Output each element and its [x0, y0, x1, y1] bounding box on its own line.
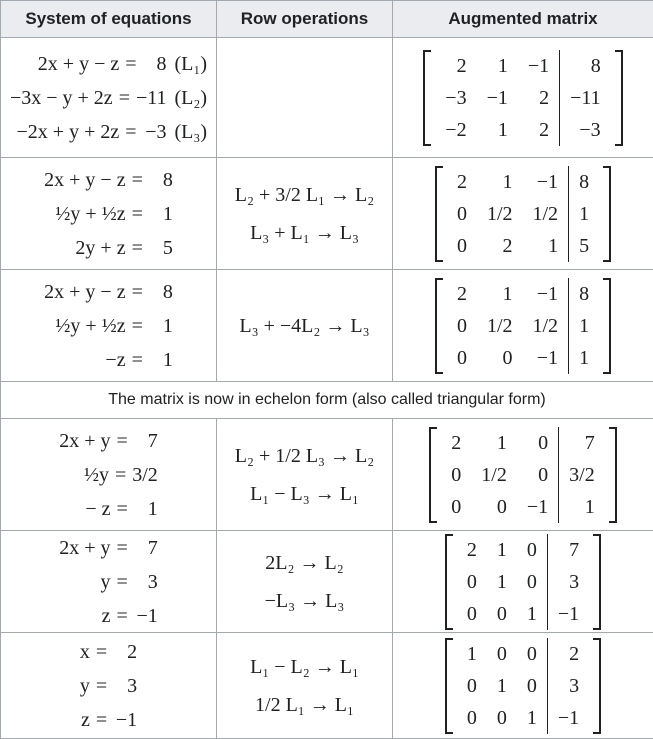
equation: [59, 493, 158, 525]
equation: [80, 636, 137, 668]
equation-lhs: 2x + y: [59, 532, 110, 564]
row-ops-cell: [217, 38, 393, 158]
row-op-list: [250, 652, 359, 720]
row-ops-wrap: [217, 311, 392, 341]
row-ops-wrap: [217, 180, 392, 248]
right-bracket: [609, 427, 617, 523]
row-op-list: [235, 441, 374, 509]
matrix-entry: 1/2: [471, 459, 517, 491]
equation-rhs: 1: [149, 198, 173, 230]
matrix-entry: 1: [517, 702, 547, 734]
matrix-entry: 0: [457, 670, 487, 702]
equation-relation: =: [109, 459, 132, 491]
equation-list: [10, 48, 207, 148]
row-op-list: [235, 180, 374, 248]
equation-rhs: 8: [149, 164, 173, 196]
equation-relation: =: [126, 276, 149, 308]
augmented-matrix: [435, 278, 611, 374]
row-ops-cell: [217, 419, 393, 531]
row-ops-wrap: [217, 652, 392, 720]
equation-relation: =: [90, 704, 113, 736]
equation-relation: =: [126, 198, 149, 230]
matrix-augmented-entry: 1: [568, 342, 599, 374]
matrix-entry: 1/2: [523, 310, 569, 342]
matrix-entry: 2: [518, 114, 559, 146]
matrix-entry: 0: [487, 702, 517, 734]
equation-rhs: −11: [136, 82, 167, 114]
matrix-entry: 0: [457, 566, 487, 598]
equation: [44, 276, 173, 308]
equation-rhs: 2: [113, 636, 137, 668]
row-ops-cell: [217, 633, 393, 739]
right-bracket: [615, 50, 623, 146]
matrix-grid: [435, 50, 610, 146]
equations-wrap: [1, 425, 216, 525]
equation-lhs: 2x + y − z: [44, 276, 125, 308]
matrix-entry: 0: [441, 491, 471, 523]
matrix-entry: 0: [447, 310, 477, 342]
row-ops-cell: [217, 531, 393, 633]
equation-lhs: −2x + y + 2z: [17, 116, 120, 148]
equation-lhs: y: [80, 670, 90, 702]
right-bracket: [603, 166, 611, 262]
matrix-entry: 0: [457, 702, 487, 734]
matrix-wrap: [393, 534, 653, 630]
row-operation: L₂ + 1/2 L₃ → L₂: [235, 441, 374, 471]
matrix-entry: 1: [487, 534, 517, 566]
matrix-augmented-entry: 1: [558, 491, 605, 523]
matrix-augmented-entry: −3: [559, 114, 611, 146]
matrix-augmented-entry: 2: [547, 638, 589, 670]
equation: [44, 310, 173, 342]
equation: [80, 670, 137, 702]
matrix-entry: −3: [435, 82, 476, 114]
matrix-wrap: [393, 50, 653, 146]
left-bracket: [435, 278, 443, 374]
matrix-entry: 0: [447, 198, 477, 230]
equation-lhs: z: [81, 704, 90, 736]
left-bracket: [423, 50, 431, 146]
matrix-grid: [457, 638, 589, 734]
matrix-entry: −1: [523, 342, 569, 374]
equation-relation: =: [111, 493, 134, 525]
matrix-augmented-entry: −11: [559, 82, 611, 114]
row-ops-cell: [217, 270, 393, 382]
row-operation: L₂ + 3/2 L₁ → L₂: [235, 180, 374, 210]
equation: [59, 566, 158, 598]
matrix-augmented-entry: 7: [558, 427, 605, 459]
equation-rhs: 7: [134, 425, 158, 457]
equation: [10, 116, 207, 148]
equation: [44, 232, 173, 264]
matrix-entry: 0: [447, 230, 477, 262]
equation-list: [44, 164, 173, 264]
equation-lhs: ½y + ½z: [55, 310, 125, 342]
matrix-entry: 1: [477, 278, 523, 310]
equation-lhs: 2x + y − z: [38, 48, 119, 80]
equation-relation: =: [126, 344, 149, 376]
matrix-entry: 1: [523, 230, 569, 262]
matrix-wrap: [393, 638, 653, 734]
matrix-entry: 2: [441, 427, 471, 459]
equation-relation: =: [111, 600, 134, 632]
equation-relation: =: [111, 566, 134, 598]
equation-relation: =: [111, 425, 134, 457]
equations-wrap: [1, 48, 216, 148]
matrix-entry: 0: [517, 459, 558, 491]
matrix-entry: 1: [477, 50, 518, 82]
matrix-cell: [393, 633, 653, 739]
row-op-list: [265, 548, 345, 616]
equations-cell: [1, 633, 217, 739]
matrix-augmented-entry: 8: [568, 166, 599, 198]
equation: [10, 48, 207, 80]
matrix-entry: 2: [435, 50, 476, 82]
matrix-grid: [441, 427, 604, 523]
equation-list: [80, 636, 137, 736]
row-ops-wrap: [217, 548, 392, 616]
equation-lhs: 2x + y − z: [44, 164, 125, 196]
row-ops-cell: [217, 158, 393, 270]
matrix-entry: 0: [477, 342, 523, 374]
matrix-entry: 1/2: [477, 310, 523, 342]
matrix-grid: [457, 534, 589, 630]
equations-wrap: [1, 276, 216, 376]
matrix-entry: −1: [523, 278, 569, 310]
row-operation: 2L₂ → L₂: [265, 548, 343, 578]
matrix-entry: 0: [517, 534, 547, 566]
matrix-entry: 2: [447, 278, 477, 310]
matrix-entry: 0: [447, 342, 477, 374]
equation: [44, 198, 173, 230]
matrix-cell: [393, 38, 653, 158]
augmented-matrix: [429, 427, 616, 523]
matrix-entry: −1: [518, 50, 559, 82]
left-bracket: [435, 166, 443, 262]
matrix-augmented-entry: 8: [559, 50, 611, 82]
equation-lhs: ½y: [84, 459, 109, 491]
equation: [10, 82, 207, 114]
matrix-augmented-entry: −1: [547, 702, 589, 734]
equation-rhs: 1: [149, 310, 173, 342]
matrix-wrap: [393, 166, 653, 262]
equation-lhs: −z: [105, 344, 125, 376]
equation: [59, 600, 158, 632]
right-bracket: [603, 278, 611, 374]
equation: [59, 425, 158, 457]
equations-wrap: [1, 636, 216, 736]
equation: [44, 344, 173, 376]
matrix-cell: [393, 158, 653, 270]
equation-relation: =: [126, 164, 149, 196]
augmented-matrix: [445, 638, 601, 734]
matrix-entry: 0: [471, 491, 517, 523]
matrix-grid: [447, 166, 599, 262]
equation-relation: =: [119, 48, 142, 80]
equation-tag: (L₂): [167, 82, 208, 114]
equation-relation: =: [126, 310, 149, 342]
matrix-entry: 1/2: [477, 198, 523, 230]
equation-lhs: x: [80, 636, 90, 668]
left-bracket: [445, 534, 453, 630]
matrix-entry: 2: [447, 166, 477, 198]
equation-lhs: z: [102, 600, 111, 632]
matrix-entry: 1/2: [523, 198, 569, 230]
step-row: [1, 531, 653, 633]
equation: [44, 164, 173, 196]
matrix-entry: 0: [517, 566, 547, 598]
equation-relation: =: [90, 636, 113, 668]
row-ops-wrap: [217, 441, 392, 509]
equation-lhs: −3x − y + 2z: [10, 82, 113, 114]
left-bracket: [445, 638, 453, 734]
matrix-entry: −1: [517, 491, 558, 523]
matrix-grid: [447, 278, 599, 374]
step-row: [1, 158, 653, 270]
equation-rhs: 1: [149, 344, 173, 376]
matrix-entry: 0: [487, 598, 517, 630]
equation-lhs: y: [101, 566, 111, 598]
equations-cell: [1, 38, 217, 158]
equation-relation: =: [126, 232, 149, 264]
equation-tag: (L₃): [167, 116, 208, 148]
equation-rhs: −1: [134, 600, 158, 632]
equation-rhs: 8: [149, 276, 173, 308]
matrix-entry: 1: [471, 427, 517, 459]
step-row: [1, 38, 653, 158]
equation-relation: =: [113, 82, 136, 114]
row-operation: L₁ − L₃ → L₁: [250, 479, 359, 509]
equation-rhs: −3: [143, 116, 167, 148]
matrix-entry: 1: [477, 114, 518, 146]
equations-cell: [1, 270, 217, 382]
equation-rhs: 7: [134, 532, 158, 564]
equation-lhs: ½y + ½z: [55, 198, 125, 230]
matrix-augmented-entry: 3: [547, 670, 589, 702]
matrix-entry: −1: [477, 82, 518, 114]
matrix-entry: −2: [435, 114, 476, 146]
equation-list: [44, 276, 173, 376]
matrix-entry: 0: [517, 638, 547, 670]
matrix-augmented-entry: 1: [568, 198, 599, 230]
equation-lhs: 2x + y: [59, 425, 110, 457]
matrix-entry: 2: [518, 82, 559, 114]
header-ops: Row operations: [217, 1, 393, 38]
matrix-cell: [393, 270, 653, 382]
row-operation: 1/2 L₁ → L₁: [255, 690, 354, 720]
matrix-augmented-entry: 3/2: [558, 459, 605, 491]
matrix-entry: 2: [477, 230, 523, 262]
equation-rhs: 3/2: [132, 459, 158, 491]
equation-rhs: 3: [134, 566, 158, 598]
equation-rhs: 8: [143, 48, 167, 80]
row-operation: L₃ + L₁ → L₃: [250, 218, 359, 248]
row-operation: L₃ + −4L₂ → L₃: [239, 311, 369, 341]
right-bracket: [593, 534, 601, 630]
matrix-cell: [393, 531, 653, 633]
matrix-entry: 2: [457, 534, 487, 566]
matrix-entry: 1: [517, 598, 547, 630]
matrix-entry: 1: [487, 566, 517, 598]
matrix-augmented-entry: 7: [547, 534, 589, 566]
augmented-matrix: [435, 166, 611, 262]
matrix-entry: 0: [487, 638, 517, 670]
matrix-wrap: [393, 278, 653, 374]
matrix-wrap: [393, 427, 653, 523]
matrix-augmented-entry: 1: [568, 310, 599, 342]
equation-relation: =: [111, 532, 134, 564]
header-matrix: Augmented matrix: [393, 1, 653, 38]
equations-wrap: [1, 532, 216, 632]
matrix-entry: 0: [457, 598, 487, 630]
equations-cell: [1, 419, 217, 531]
matrix-entry: 1: [487, 670, 517, 702]
equation-lhs: − z: [85, 493, 110, 525]
row-operation: L₁ − L₂ → L₁: [250, 652, 359, 682]
equation-tag: (L₁): [167, 48, 208, 80]
augmented-matrix: [445, 534, 601, 630]
right-bracket: [593, 638, 601, 734]
row-op-list: [239, 311, 369, 341]
equation-rhs: −1: [113, 704, 137, 736]
step-row: [1, 419, 653, 531]
matrix-cell: [393, 419, 653, 531]
matrix-augmented-entry: 5: [568, 230, 599, 262]
step-row: [1, 633, 653, 739]
left-bracket: [429, 427, 437, 523]
equation-list: [59, 425, 158, 525]
equation-list: [59, 532, 158, 632]
row-operation: −L₃ → L₃: [265, 586, 345, 616]
step-row: [1, 270, 653, 382]
matrix-entry: 0: [441, 459, 471, 491]
equation-relation: =: [90, 670, 113, 702]
equation-lhs: 2y + z: [75, 232, 125, 264]
matrix-entry: 0: [517, 427, 558, 459]
echelon-note: The matrix is now in echelon form (also called triangular form): [1, 382, 653, 419]
equations-wrap: [1, 164, 216, 264]
equation: [80, 704, 137, 736]
matrix-entry: 1: [457, 638, 487, 670]
matrix-augmented-entry: −1: [547, 598, 589, 630]
equation: [59, 459, 158, 491]
matrix-augmented-entry: 3: [547, 566, 589, 598]
matrix-entry: 1: [477, 166, 523, 198]
matrix-entry: 0: [517, 670, 547, 702]
table-body: [1, 38, 653, 739]
augmented-matrix: [423, 50, 622, 146]
equation-rhs: 1: [134, 493, 158, 525]
header-system: System of equations: [1, 1, 217, 38]
equations-cell: [1, 158, 217, 270]
matrix-entry: −1: [523, 166, 569, 198]
equation-relation: =: [119, 116, 142, 148]
equation: [59, 532, 158, 564]
note-row: [1, 382, 653, 419]
equations-cell: [1, 531, 217, 633]
equation-rhs: 3: [113, 670, 137, 702]
matrix-augmented-entry: 8: [568, 278, 599, 310]
header-row: [1, 1, 653, 38]
equation-rhs: 5: [149, 232, 173, 264]
